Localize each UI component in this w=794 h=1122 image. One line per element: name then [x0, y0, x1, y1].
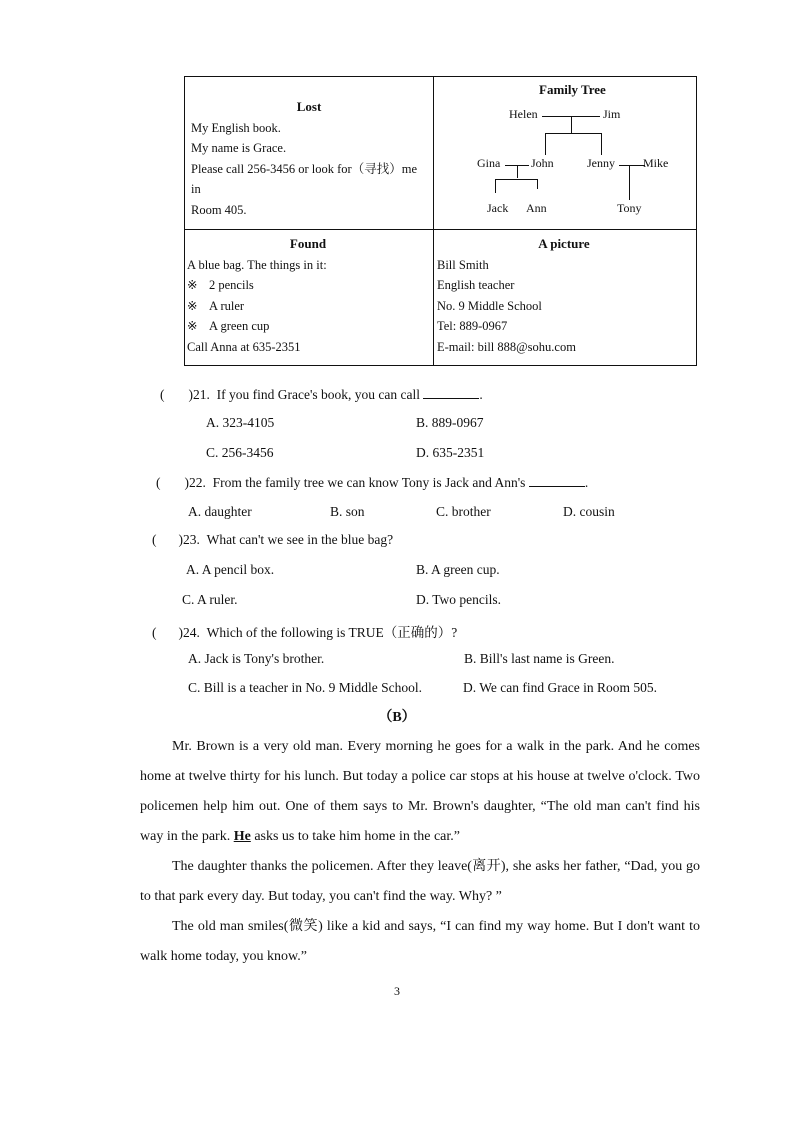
info-table	[184, 76, 697, 366]
option-22-c[interactable]: C. brother	[436, 504, 491, 519]
question-24: ( )24. Which of the following is TRUE（正确的）?	[152, 625, 458, 640]
option-21-a[interactable]: A. 323-4105	[206, 415, 275, 430]
found-item: ※ A green cup	[187, 316, 429, 337]
answer-paren[interactable]: (	[152, 625, 157, 640]
answer-blank	[529, 474, 585, 487]
lost-title: Lost	[296, 99, 322, 114]
page-number: 3	[394, 984, 400, 998]
bullet-icon: ※	[187, 298, 198, 313]
underlined-word: He	[233, 829, 251, 844]
tree-line	[537, 179, 538, 189]
picture-line: E-mail: bill 888@sohu.com	[437, 339, 576, 354]
option-23-c[interactable]: C. A ruler.	[182, 592, 238, 607]
question-23: ( )23. What can't we see in the blue bag?	[152, 532, 394, 547]
table-horizontal-divider	[185, 229, 696, 230]
question-22: ( )22. From the family tree we can know Tony is Jack and Ann's .	[156, 475, 589, 490]
tree-person-mike: Mike	[643, 156, 669, 170]
option-24-c[interactable]: C. Bill is a teacher in No. 9 Middle School.	[188, 680, 422, 695]
tree-line	[545, 133, 601, 134]
question-21: ( )21. If you find Grace's book, you can call .	[160, 387, 483, 402]
found-notice	[187, 234, 429, 357]
found-item: ※ A ruler	[187, 296, 429, 317]
option-22-b[interactable]: B. son	[330, 504, 365, 519]
option-23-a[interactable]: A. A pencil box.	[186, 562, 275, 577]
option-24-b[interactable]: B. Bill's last name is Green.	[464, 651, 615, 666]
tree-person-jack: Jack	[487, 201, 509, 215]
tree-person-ann: Ann	[526, 201, 547, 215]
option-22-d[interactable]: D. cousin	[563, 504, 615, 519]
picture-line: Tel: 889-0967	[437, 319, 508, 333]
lost-line: Room 405.	[191, 202, 247, 217]
tree-person-jenny: Jenny	[587, 156, 615, 170]
option-24-a[interactable]: A. Jack is Tony's brother.	[188, 651, 325, 666]
lost-line: My English book.	[191, 120, 281, 135]
answer-blank	[423, 386, 479, 399]
bullet-icon: ※	[187, 278, 198, 292]
option-21-b[interactable]: B. 889-0967	[416, 415, 484, 430]
found-contact: Call Anna at 635-2351	[187, 339, 301, 354]
tree-person-john: John	[531, 156, 554, 170]
option-21-d[interactable]: D. 635-2351	[416, 445, 485, 460]
tree-line	[495, 179, 496, 193]
tree-line	[495, 179, 537, 180]
lost-line: Please call 256-3456 or look for（寻找）me in	[191, 161, 417, 196]
option-22-a[interactable]: A. daughter	[188, 504, 252, 519]
passage-paragraph-3: The old man smiles(微笑) like a kid and says, “I can find my way home. But I don't want to walk home today, you know.”	[140, 919, 700, 964]
tree-person-gina: Gina	[477, 156, 501, 170]
passage-paragraph-1: Mr. Brown is a very old man. Every morning he goes for a walk in the park. And he comes home at twelve thirty for his lunch. But today a police car stops at his house at twelve o'clock. Two policemen help him out. One of them says to Mr. Brown's daughter, “The old man can't find his way in the park. He asks us to take him home in the car.”	[140, 739, 700, 844]
passage-paragraph-2: The daughter thanks the policemen. After they leave(离开), she asks her father, “Dad, you go to that park every day. But today, you can't find the way. Why? ”	[140, 859, 700, 904]
tree-line	[629, 166, 630, 200]
tree-person-jim: Jim	[603, 107, 621, 121]
lost-notice	[191, 97, 427, 220]
answer-paren[interactable]: (	[156, 475, 161, 490]
picture-title: A picture	[538, 236, 590, 251]
family-tree-title: Family Tree	[539, 82, 606, 97]
bullet-icon: ※	[187, 319, 198, 333]
found-item: ※ 2 pencils	[187, 275, 429, 296]
tree-line	[619, 165, 645, 166]
tree-line	[601, 133, 602, 155]
picture-line: Bill Smith	[437, 257, 489, 272]
option-23-d[interactable]: D. Two pencils.	[416, 592, 502, 607]
passage-b	[140, 732, 700, 972]
picture-line: English teacher	[437, 278, 515, 292]
tree-person-helen: Helen	[509, 107, 538, 121]
lost-line: My name is Grace.	[191, 141, 287, 155]
table-vertical-divider	[433, 77, 434, 365]
option-24-d[interactable]: D. We can find Grace in Room 505.	[463, 680, 657, 695]
option-23-b[interactable]: B. A green cup.	[416, 562, 500, 577]
picture-line: No. 9 Middle School	[437, 298, 542, 313]
answer-paren[interactable]: (	[152, 532, 157, 547]
option-21-c[interactable]: C. 256-3456	[206, 445, 274, 460]
family-tree	[435, 77, 697, 229]
section-b-heading: （B）	[378, 710, 416, 725]
tree-line	[571, 117, 572, 133]
tree-line	[545, 133, 546, 155]
answer-paren[interactable]: (	[160, 387, 165, 402]
picture-card	[437, 234, 691, 357]
found-intro: A blue bag. The things in it:	[187, 257, 327, 272]
tree-person-tony: Tony	[617, 201, 642, 215]
tree-line	[517, 166, 518, 178]
found-title: Found	[289, 236, 327, 251]
